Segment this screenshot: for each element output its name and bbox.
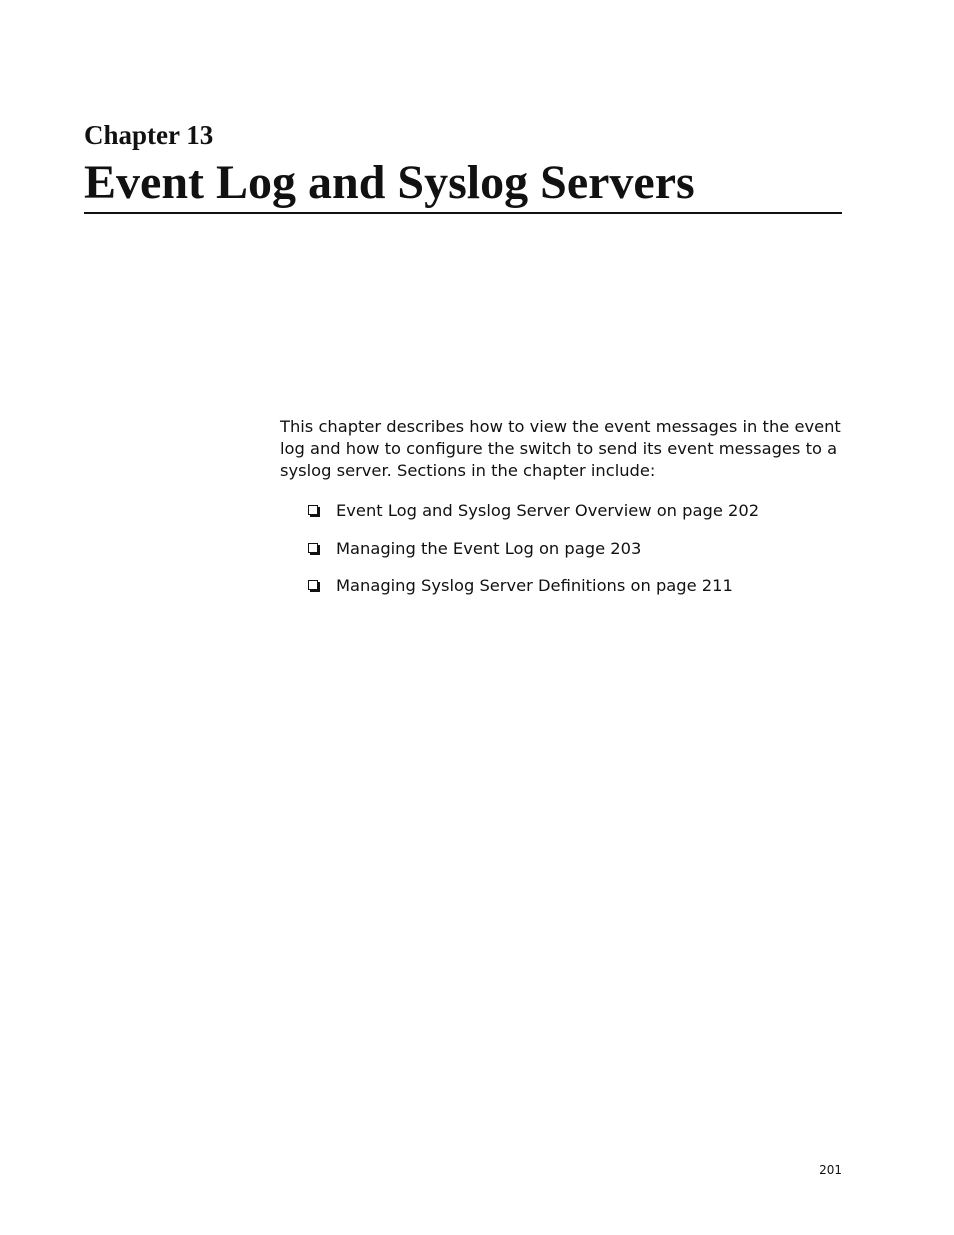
checkbox-bullet-icon: [308, 543, 318, 553]
checkbox-bullet-icon: [308, 505, 318, 515]
section-item-syslog-servers: [308, 575, 842, 597]
chapter-label: Chapter 13: [84, 120, 214, 150]
chapter-title: Event Log and Syslog Servers: [84, 156, 695, 209]
intro-paragraph: This chapter describes how to view the event messages in the event log and how to configure the switch to send its event messages to a syslog server. Sections in the chapter include:: [280, 417, 841, 480]
page-number: 201: [819, 1163, 842, 1177]
section-item-label[interactable]: Managing the Event Log on page 203: [336, 538, 642, 558]
checkbox-bullet-icon: [308, 580, 318, 590]
section-item-label[interactable]: Event Log and Syslog Server Overview on page 202: [336, 501, 760, 520]
title-divider: [84, 212, 842, 214]
section-item-label[interactable]: Managing Syslog Server Definitions on page 211: [336, 576, 733, 595]
section-item-event-log: [308, 538, 842, 560]
section-list: [308, 500, 842, 613]
section-item-overview: [308, 500, 842, 522]
